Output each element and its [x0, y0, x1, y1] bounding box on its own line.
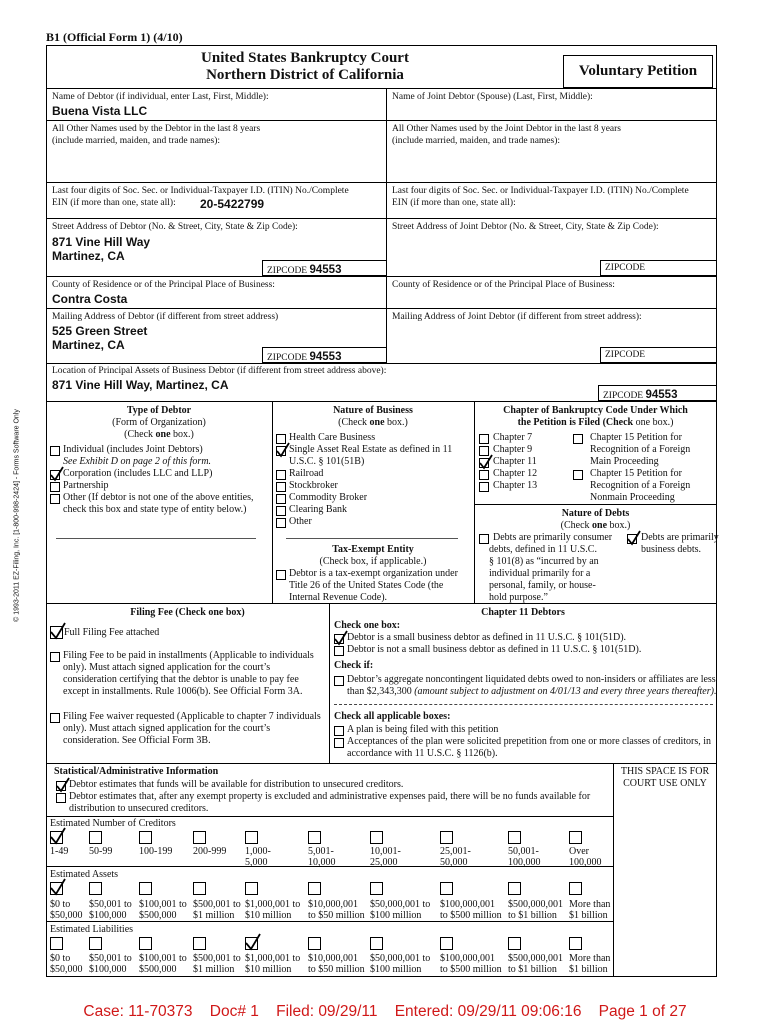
tax-exempt-heading: Tax-Exempt Entity: [332, 544, 414, 555]
joint-mail-zip-box[interactable]: [600, 347, 717, 363]
opt-c15-nonmain-3: Nonmain Proceeding: [590, 492, 675, 503]
creditors-range-top-3: 100-199: [139, 846, 173, 857]
assets-range-bottom-3: $500,000: [139, 910, 177, 921]
creditors-range-bottom-9: 100,000: [508, 857, 541, 868]
ch11-heading: Chapter 11 Debtors: [481, 607, 565, 618]
debtor-mail-zip-label: ZIPCODE: [267, 353, 308, 363]
business-debts-2: business debts.: [641, 544, 701, 555]
checkbox-other-business[interactable]: [276, 518, 286, 528]
debtor-county-label: County of Residence or of the Principal Place of Business:: [52, 280, 275, 290]
checkbox-small-business[interactable]: [334, 634, 344, 644]
consumer-debts-3: § 101(8) as “incurred by an: [489, 556, 599, 567]
consumer-debts-2: debts, defined in 11 U.S.C.: [489, 544, 597, 555]
joint-ssn-label-2: EIN (if more than one, state all):: [392, 198, 516, 208]
small-business-label: Debtor is a small business debtor as defined in 11 U.S.C. § 101(51D).: [347, 632, 627, 643]
liabilities-range-top-5: $1,000,001 to: [245, 953, 301, 964]
debtor-mailing-label: Mailing Address of Debtor (if different from street address): [52, 312, 279, 322]
liabilities-range-bottom-1: $50,000: [50, 964, 83, 975]
assets-checkbox-6[interactable]: [308, 882, 321, 895]
checkbox-chapter-15-main[interactable]: [573, 434, 583, 444]
consumer-debts-1: Debts are primarily consumer: [493, 532, 613, 543]
assets-range-top-4: $500,001 to: [193, 899, 241, 910]
opt-other-entity: Other (If debtor is not one of the above entities,: [63, 492, 254, 503]
installments-3: consideration certifying that the debtor is unable to pay fee: [63, 674, 299, 685]
checkbox-fee-waiver[interactable]: [50, 713, 60, 723]
creditors-range-top-1: 1-49: [50, 846, 69, 857]
liabilities-range-bottom-9: to $1 billion: [508, 964, 557, 975]
assets-range-bottom-5: $10 million: [245, 910, 292, 921]
creditors-range-bottom-6: 10,000: [308, 857, 336, 868]
assets-range-top-7: $50,000,001 to: [370, 899, 431, 910]
installments-1: Filing Fee to be paid in installments (Applicable to individuals: [63, 650, 314, 661]
waiver-3: consideration. See Official Form 3B.: [63, 735, 211, 746]
stat-heading: Statistical/Administrative Information: [54, 766, 219, 777]
tax-exempt-line-2: Title 26 of the United States Code (the: [289, 580, 444, 591]
side-copyright: © 1993-2011 EZ-Filing, Inc. [1-800-998-2424] - Forms Software Only: [13, 409, 21, 622]
debtor-street-1[interactable]: 871 Vine Hill Way: [52, 235, 151, 249]
liabilities-range-bottom-10: $1 billion: [569, 964, 608, 975]
assets-checkbox-9[interactable]: [508, 882, 521, 895]
debtor-zip-label: ZIPCODE: [267, 266, 308, 276]
liabilities-range-bottom-2: $100,000: [89, 964, 127, 975]
assets-checkbox-10[interactable]: [569, 882, 582, 895]
location-value[interactable]: 871 Vine Hill Way, Martinez, CA: [52, 378, 229, 392]
checkbox-acceptances[interactable]: [334, 738, 344, 748]
opt-clearing-bank: Clearing Bank: [289, 504, 348, 515]
checkbox-chapter-12[interactable]: [479, 470, 489, 480]
consumer-debts-6: hold purpose.”: [489, 592, 548, 603]
tax-exempt-line-3: Internal Revenue Code).: [289, 592, 388, 603]
type-debtor-check: (Check one box.): [124, 429, 194, 440]
assets-range-bottom-1: $50,000: [50, 910, 83, 921]
assets-range-bottom-8: to $500 million: [440, 910, 502, 921]
creditors-range-top-7: 10,001-: [370, 846, 401, 857]
installments-4: except in installments. Rule 1006(b). See Official Form 3A.: [63, 686, 303, 697]
liabilities-checkbox-4[interactable]: [193, 937, 206, 950]
creditors-range-top-10: Over: [569, 846, 589, 857]
creditors-range-top-2: 50-99: [89, 846, 113, 857]
business-debts-1: Debts are primarily: [641, 532, 719, 543]
debtor-county[interactable]: Contra Costa: [52, 292, 128, 306]
ch11-check-one: Check one box:: [334, 620, 401, 631]
liabilities-range-bottom-7: $100 million: [370, 964, 422, 975]
checkbox-funds-available[interactable]: [56, 781, 66, 791]
checkbox-full-fee[interactable]: [50, 626, 63, 639]
installments-2: only). Must attach signed application for the court’s: [63, 662, 271, 673]
court-use-2: COURT USE ONLY: [623, 778, 707, 789]
opt-other-entity-note: check this box and state type of entity below.): [63, 504, 247, 515]
opt-c15-main-3: Main Proceeding: [590, 456, 659, 467]
type-debtor-sub: (Form of Organization): [112, 417, 206, 428]
checkbox-business-debts[interactable]: [627, 534, 637, 544]
creditors-checkbox-9[interactable]: [508, 831, 521, 844]
liabilities-range-bottom-3: $500,000: [139, 964, 177, 975]
liabilities-range-top-2: $50,001 to: [89, 953, 132, 964]
chapter-heading: Chapter of Bankruptcy Code Under Which: [503, 405, 688, 416]
nature-business-heading: Nature of Business: [333, 405, 413, 416]
checkbox-no-funds[interactable]: [56, 793, 66, 803]
creditors-range-top-8: 25,001-: [440, 846, 471, 857]
checkbox-plan-filed[interactable]: [334, 726, 344, 736]
liabilities-checkbox-7[interactable]: [370, 937, 383, 950]
debtor-ssn-label-2: EIN (if more than one, state all):: [52, 198, 176, 208]
creditors-checkbox-10[interactable]: [569, 831, 582, 844]
checkbox-aggregate-debts[interactable]: [334, 676, 344, 686]
assets-label: Estimated Assets: [50, 869, 119, 880]
debtor-mail-zip: 94553: [309, 351, 342, 363]
checkbox-single-asset[interactable]: [276, 446, 286, 456]
checkbox-partnership[interactable]: [50, 482, 60, 492]
consumer-debts-5: personal, family, or house-: [489, 580, 596, 591]
ch11-check-all: Check all applicable boxes:: [334, 711, 451, 722]
checkbox-railroad[interactable]: [276, 470, 286, 480]
creditors-range-top-9: 50,001-: [508, 846, 539, 857]
assets-range-bottom-4: $1 million: [193, 910, 235, 921]
checkbox-chapter-15-nonmain[interactable]: [573, 470, 583, 480]
court-name: United States Bankruptcy Court: [201, 50, 409, 66]
no-funds-1: Debtor estimates that, after any exempt property is excluded and administrative expenses paid, there will be no funds available for: [69, 791, 591, 802]
nature-debts-heading: Nature of Debts: [561, 508, 630, 519]
checkbox-not-small-business[interactable]: [334, 646, 344, 656]
creditors-range-top-5: 1,000-: [245, 846, 271, 857]
form-id: B1 (Official Form 1) (4/10): [46, 30, 183, 44]
creditors-checkbox-2[interactable]: [89, 831, 102, 844]
creditors-checkbox-3[interactable]: [139, 831, 152, 844]
assets-checkbox-8[interactable]: [440, 882, 453, 895]
opt-partnership: Partnership: [63, 480, 109, 491]
debtor-street-2[interactable]: Martinez, CA: [52, 249, 125, 263]
creditors-checkbox-5[interactable]: [245, 831, 258, 844]
liabilities-checkbox-9[interactable]: [508, 937, 521, 950]
liabilities-label: Estimated Liabilities: [50, 924, 134, 935]
assets-range-top-5: $1,000,001 to: [245, 899, 301, 910]
opt-other-business: Other: [289, 516, 312, 527]
creditors-label: Estimated Number of Creditors: [50, 818, 176, 829]
liabilities-range-top-4: $500,001 to: [193, 953, 241, 964]
liabilities-range-top-3: $100,001 to: [139, 953, 187, 964]
tax-exempt-line-1: Debtor is a tax-exempt organization under: [289, 568, 458, 579]
liabilities-range-top-1: $0 to: [50, 953, 71, 964]
assets-range-top-10: More than: [569, 899, 611, 910]
assets-checkbox-2[interactable]: [89, 882, 102, 895]
assets-checkbox-7[interactable]: [370, 882, 383, 895]
liabilities-range-bottom-5: $10 million: [245, 964, 292, 975]
opt-single-asset-ref: U.S.C. § 101(51B): [289, 456, 365, 467]
joint-ssn-label: Last four digits of Soc. Sec. or Individual-Taxpayer I.D. (ITIN) No./Complete: [392, 186, 689, 196]
waiver-1: Filing Fee waiver requested (Applicable to chapter 7 individuals: [63, 711, 321, 722]
opt-chapter-7: Chapter 7: [493, 432, 533, 443]
opt-individual: Individual (includes Joint Debtors): [63, 444, 203, 455]
assets-range-bottom-7: $100 million: [370, 910, 422, 921]
debtor-zip-box[interactable]: [262, 260, 387, 276]
court-district: Northern District of California: [206, 67, 404, 83]
joint-other-names-label: All Other Names used by the Joint Debtor in the last 8 years: [392, 124, 622, 134]
checkbox-chapter-7[interactable]: [479, 434, 489, 444]
checkbox-tax-exempt[interactable]: [276, 570, 286, 580]
location-zip-box[interactable]: [598, 385, 717, 401]
opt-individual-note: See Exhibit D on page 2 of this form.: [63, 456, 212, 467]
checkbox-clearing-bank[interactable]: [276, 506, 286, 516]
opt-c15-nonmain-2: Recognition of a Foreign: [590, 480, 691, 491]
debtor-name-label: Name of Debtor (if individual, enter Last, First, Middle):: [52, 92, 269, 102]
assets-range-bottom-9: to $1 billion: [508, 910, 557, 921]
debtor-ssn-label: Last four digits of Soc. Sec. or Individual-Taxpayer I.D. (ITIN) No./Complete: [52, 186, 349, 196]
assets-checkbox-1[interactable]: [50, 882, 63, 895]
joint-mail-zip-label: ZIPCODE: [605, 350, 646, 360]
debtor-mail-1[interactable]: 525 Green Street: [52, 324, 148, 338]
opt-stockbroker: Stockbroker: [289, 480, 338, 491]
checkbox-individual[interactable]: [50, 446, 60, 456]
assets-checkbox-4[interactable]: [193, 882, 206, 895]
court-use-1: THIS SPACE IS FOR: [620, 766, 710, 777]
acceptances-1: Acceptances of the plan were solicited prepetition from one or more classes of creditors, in: [347, 736, 712, 747]
debtor-ein[interactable]: 20-5422799: [200, 197, 265, 211]
liabilities-checkbox-10[interactable]: [569, 937, 582, 950]
liabilities-checkbox-3[interactable]: [139, 937, 152, 950]
debtor-other-names-label-2: (include married, maiden, and trade names):: [52, 136, 221, 146]
opt-health-care: Health Care Business: [289, 432, 376, 443]
checkbox-chapter-13[interactable]: [479, 482, 489, 492]
assets-range-top-9: $500,000,001: [508, 899, 563, 910]
creditors-range-top-4: 200-999: [193, 846, 227, 857]
liabilities-range-top-7: $50,000,001 to: [370, 953, 431, 964]
liabilities-range-bottom-4: $1 million: [193, 964, 235, 975]
debtor-other-names-label: All Other Names used by the Debtor in the last 8 years: [52, 124, 261, 134]
liabilities-range-top-9: $500,000,001: [508, 953, 563, 964]
liabilities-checkbox-5[interactable]: [245, 937, 258, 950]
liabilities-checkbox-8[interactable]: [440, 937, 453, 950]
waiver-2: only). Must attach signed application for the court’s: [63, 723, 271, 734]
liabilities-range-top-8: $100,000,001: [440, 953, 495, 964]
liabilities-range-bottom-6: to $50 million: [308, 964, 365, 975]
opt-corporation: Corporation (includes LLC and LLP): [63, 468, 213, 479]
joint-zip-box[interactable]: [600, 260, 717, 276]
case-footer: Case: 11-70373 Doc# 1 Filed: 09/29/11 Entered: 09/29/11 09:06:16 Page 1 of 27: [83, 1003, 687, 1020]
funds-available-label: Debtor estimates that funds will be available for distribution to unsecured creditors.: [69, 779, 404, 790]
creditors-checkbox-6[interactable]: [308, 831, 321, 844]
tax-exempt-sub: (Check box, if applicable.): [319, 556, 427, 567]
not-small-business-label: Debtor is not a small business debtor as defined in 11 U.S.C. § 101(51D).: [347, 644, 642, 655]
creditors-checkbox-7[interactable]: [370, 831, 383, 844]
opt-chapter-11: Chapter 11: [493, 456, 537, 467]
filing-fee-heading: Filing Fee (Check one box): [130, 607, 245, 618]
opt-commodity: Commodity Broker: [289, 492, 368, 503]
nature-debts-check: (Check one box.): [560, 520, 631, 531]
creditors-range-bottom-10: 100,000: [569, 857, 602, 868]
nature-business-check: (Check one box.): [338, 417, 408, 428]
creditors-range-bottom-7: 25,000: [370, 857, 398, 868]
liabilities-checkbox-1[interactable]: [50, 937, 63, 950]
assets-range-top-2: $50,001 to: [89, 899, 132, 910]
aggregate-1: Debtor’s aggregate noncontingent liquidated debts owed to non-insiders or affiliates are less: [347, 674, 716, 685]
checkbox-other-entity[interactable]: [50, 494, 60, 504]
liabilities-range-bottom-8: to $500 million: [440, 964, 502, 975]
assets-range-bottom-6: to $50 million: [308, 910, 365, 921]
checkbox-commodity[interactable]: [276, 494, 286, 504]
acceptances-2: accordance with 11 U.S.C. § 1126(b).: [347, 748, 498, 759]
liabilities-range-top-10: More than: [569, 953, 611, 964]
petition-title: Voluntary Petition: [578, 63, 698, 79]
creditors-range-bottom-5: 5,000: [245, 857, 268, 868]
assets-range-bottom-10: $1 billion: [569, 910, 608, 921]
opt-railroad: Railroad: [289, 468, 324, 479]
checkbox-installments[interactable]: [50, 652, 60, 662]
assets-range-top-8: $100,000,001: [440, 899, 495, 910]
creditors-checkbox-1[interactable]: [50, 831, 63, 844]
checkbox-consumer-debts[interactable]: [479, 534, 489, 544]
assets-checkbox-3[interactable]: [139, 882, 152, 895]
liabilities-checkbox-6[interactable]: [308, 937, 321, 950]
checkbox-stockbroker[interactable]: [276, 482, 286, 492]
assets-range-top-6: $10,000,001: [308, 899, 358, 910]
opt-c15-main-2: Recognition of a Foreign: [590, 444, 691, 455]
joint-other-names-label-2: (include married, maiden, and trade names):: [392, 136, 561, 146]
opt-single-asset: Single Asset Real Estate as defined in 11: [289, 444, 453, 455]
creditors-range-top-6: 5,001-: [308, 846, 334, 857]
checkbox-corporation[interactable]: [50, 470, 60, 480]
assets-range-top-1: $0 to: [50, 899, 71, 910]
liabilities-range-top-6: $10,000,001: [308, 953, 358, 964]
debtor-zip: 94553: [309, 264, 342, 276]
ch11-check-if: Check if:: [334, 660, 374, 671]
liabilities-checkbox-2[interactable]: [89, 937, 102, 950]
debtor-mail-2[interactable]: Martinez, CA: [52, 338, 125, 352]
location-zip-label: ZIPCODE: [603, 391, 644, 401]
opt-chapter-13: Chapter 13: [493, 480, 538, 491]
aggregate-2: than $2,343,300 (amount subject to adjustment on 4/01/13 and every three years thereafter).: [347, 686, 717, 697]
checkbox-chapter-11[interactable]: [479, 458, 489, 468]
debtor-name[interactable]: Buena Vista LLC: [52, 104, 148, 118]
full-fee-label: Full Filing Fee attached: [64, 627, 160, 638]
location-label: Location of Principal Assets of Business Debtor (if different from street address above):: [52, 366, 387, 376]
plan-filed-label: A plan is being filed with this petition: [347, 724, 499, 735]
opt-c15-nonmain-1: Chapter 15 Petition for: [590, 468, 682, 479]
type-debtor-heading: Type of Debtor: [126, 405, 192, 416]
creditors-checkbox-4[interactable]: [193, 831, 206, 844]
consumer-debts-4: individual primarily for a: [489, 568, 591, 579]
joint-zip-label: ZIPCODE: [605, 263, 646, 273]
joint-mailing-label: Mailing Address of Joint Debtor (if different from street address):: [392, 312, 642, 322]
debtor-mail-zip-box[interactable]: [262, 347, 387, 363]
joint-county-label: County of Residence or of the Principal Place of Business:: [392, 280, 615, 290]
opt-c15-main-1: Chapter 15 Petition for: [590, 432, 682, 443]
assets-range-top-3: $100,001 to: [139, 899, 187, 910]
debtor-street-label: Street Address of Debtor (No. & Street, City, State & Zip Code):: [52, 222, 298, 232]
location-zip: 94553: [645, 389, 678, 401]
creditors-range-bottom-8: 50,000: [440, 857, 468, 868]
joint-street-label: Street Address of Joint Debtor (No. & Street, City, State & Zip Code):: [392, 222, 659, 232]
joint-name-label: Name of Joint Debtor (Spouse) (Last, First, Middle):: [392, 92, 593, 102]
chapter-heading-2: the Petition is Filed (Check one box.): [517, 417, 674, 428]
assets-range-bottom-2: $100,000: [89, 910, 127, 921]
opt-chapter-12: Chapter 12: [493, 468, 538, 479]
no-funds-2: distribution to unsecured creditors.: [69, 803, 209, 814]
assets-checkbox-5[interactable]: [245, 882, 258, 895]
creditors-checkbox-8[interactable]: [440, 831, 453, 844]
opt-chapter-9: Chapter 9: [493, 444, 533, 455]
